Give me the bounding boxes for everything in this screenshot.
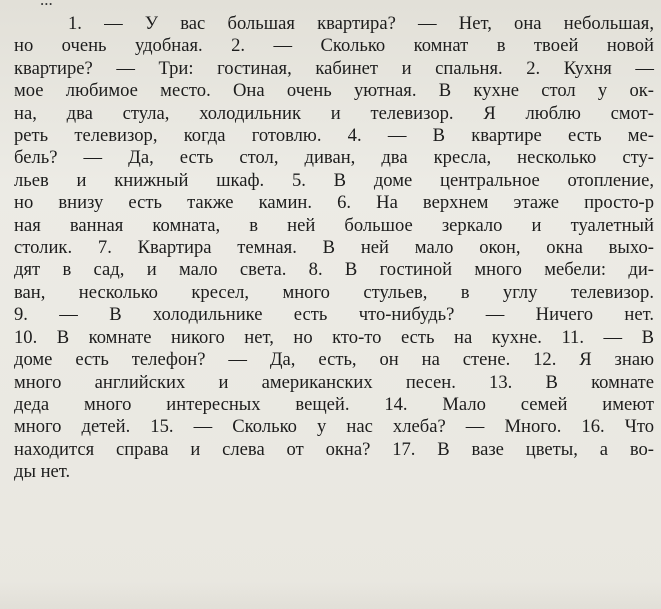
text-line: на, два стула, холодильник и телевизор. Я люблю смот- <box>14 102 654 124</box>
text-line: 1. — У вас большая квартира? — Нет, она небольшая, <box>68 13 654 34</box>
text-line: ван, несколько кресел, много стульев, в углу телевизор. <box>14 281 654 303</box>
bottom-edge-shadow <box>0 581 661 609</box>
exercise-text <box>14 13 654 484</box>
text-line: ная ванная комната, в ней большое зеркало и туалетный <box>14 214 654 236</box>
text-line: льев и книжный шкаф. 5. В доме центральное отопление, <box>14 169 654 191</box>
text-line: но внизу есть также камин. 6. На верхнем этаже просто-р <box>14 192 654 214</box>
text-line: но очень удобная. 2. — Сколько комнат в твоей новой <box>14 35 654 57</box>
text-line: ды нет. <box>14 461 71 483</box>
text-line: квартире? — Три: гостиная, кабинет и спальня. 2. Кухня — <box>14 57 654 79</box>
text-line: столик. 7. Квартира темная. В ней мало окон, окна выхо- <box>14 237 654 259</box>
text-line: мое любимое место. Она очень уютная. В кухне стол у ок- <box>14 80 654 102</box>
text-line: дят в сад, и мало света. 8. В гостиной много мебели: ди- <box>14 259 654 281</box>
text-line: 10. В комнате никого нет, но кто-то есть на кухне. 11. — В <box>14 326 654 348</box>
cutoff-top-text <box>40 0 53 10</box>
text-line: много детей. 15. — Сколько у нас хлеба? — Много. 16. Что <box>14 416 654 438</box>
text-line: деда много интересных вещей. 14. Мало семей имеют <box>14 393 654 415</box>
text-line: доме есть телефон? — Да, есть, он на стене. 12. Я знаю <box>14 349 654 371</box>
text-line: реть телевизор, когда готовлю. 4. — В квартире есть ме- <box>14 125 654 147</box>
text-line: много английских и американских песен. 13. В комнате <box>14 371 654 393</box>
text-line: бель? — Да, есть стол, диван, два кресла, несколько сту- <box>14 147 654 169</box>
text-line: 9. — В холодильнике есть что-нибудь? — Ничего нет. <box>14 304 654 326</box>
text-line: находится справа и слева от окна? 17. В вазе цветы, а во- <box>14 438 654 460</box>
